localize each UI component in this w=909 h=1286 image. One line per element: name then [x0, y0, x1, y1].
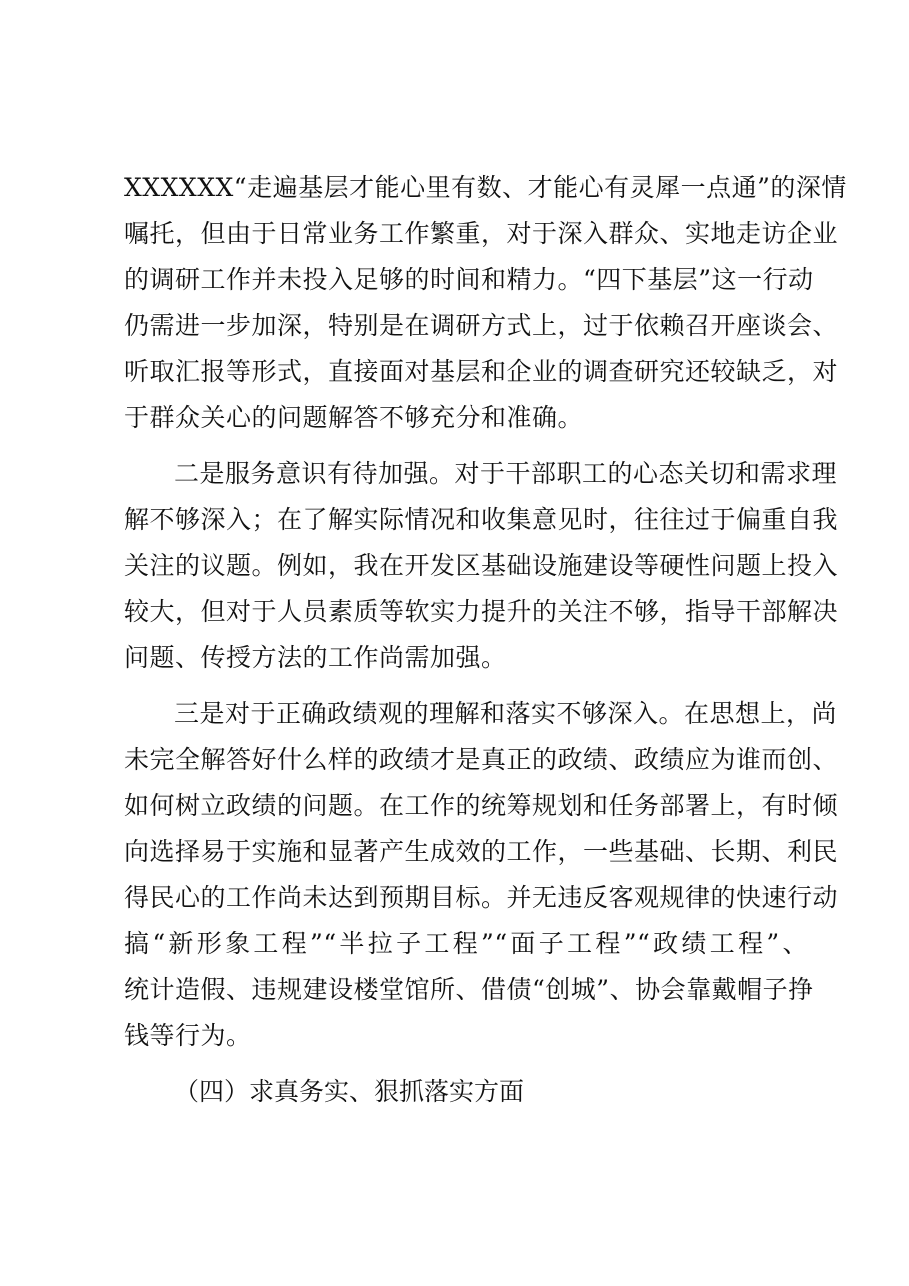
paragraph-1 [124, 165, 847, 441]
text-line: 钱等行为。 [124, 1021, 252, 1050]
text-line: 仍需进一步加深，特别是在调研方式上，过于依赖召开座谈会、 [124, 311, 839, 340]
text-line: 搞“新形象工程”“半拉子工程”“面子工程”“政绩工程”、 [124, 929, 808, 958]
text-line: 统计造假、违规建设楼堂馆所、借债“创城”、协会靠戴帽子挣 [124, 975, 814, 1004]
text-line: 得民心的工作尚未达到预期目标。并无违反客观规律的快速行动 [124, 883, 839, 912]
text-line: 于群众关心的问题解答不够充分和准确。 [124, 403, 584, 432]
text-line: 解不够深入；在了解实际情况和收集意见时，往往过于偏重自我 [124, 505, 839, 534]
text-line: 问题、传授方法的工作尚需加强。 [124, 643, 507, 672]
text-line: 关注的议题。例如，我在开发区基础设施建设等硬性问题上投入 [124, 551, 839, 580]
text-line: 三是对于正确政绩观的理解和落实不够深入。在思想上，尚 [174, 699, 838, 728]
section-heading: （四）求真务实、狠抓落实方面 [174, 1077, 525, 1106]
text-line: 向选择易于实施和显著产生成效的工作，一些基础、长期、利民 [124, 837, 839, 866]
text-line: 如何树立政绩的问题。在工作的统筹规划和任务部署上，有时倾 [124, 791, 839, 820]
text-line: 较大，但对于人员素质等软实力提升的关注不够，指导干部解决 [124, 597, 839, 626]
text-line: 二是服务意识有待加强。对于干部职工的心态关切和需求理 [174, 459, 838, 488]
paragraph-2 [124, 451, 839, 681]
body-text [124, 165, 847, 1115]
text-line: 未完全解答好什么样的政绩才是真正的政绩、政绩应为谁而创、 [124, 745, 839, 774]
text-line: XXXXXX“走遍基层才能心里有数、才能心有灵犀一点通”的深情 [124, 173, 847, 202]
paragraph-3 [124, 691, 839, 1059]
text-line: 听取汇报等形式，直接面对基层和企业的调查研究还较缺乏，对 [124, 357, 839, 386]
text-line: 的调研工作并未投入足够的时间和精力。“四下基层”这一行动 [124, 265, 814, 294]
text-line: 嘱托，但由于日常业务工作繁重，对于深入群众、实地走访企业 [124, 219, 839, 248]
